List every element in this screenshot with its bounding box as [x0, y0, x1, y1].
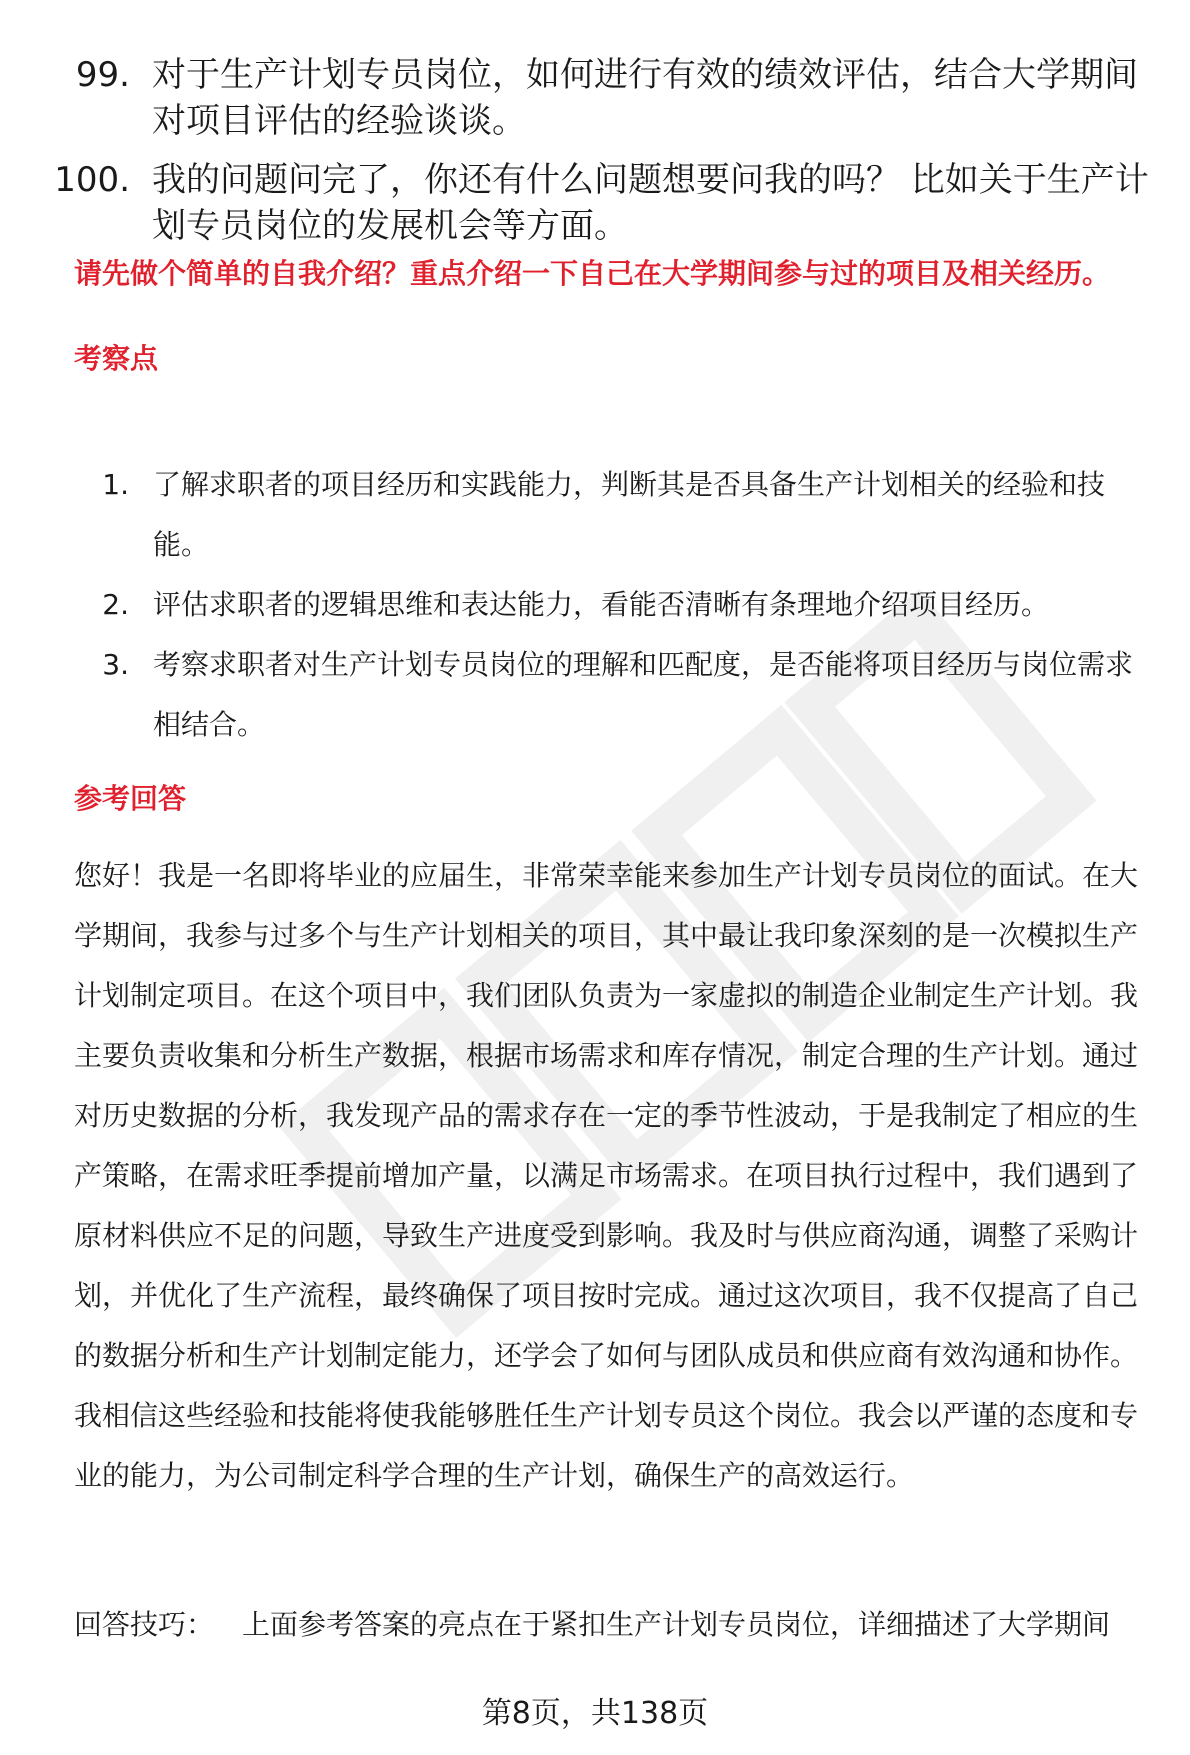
- question-title: 请先做个简单的自我介绍？重点介绍一下自己在大学期间参与过的项目及相关经历。: [74, 257, 1111, 290]
- point-text: 考察求职者对生产计划专员岗位的理解和匹配度，是否能将项目经历与岗位需求相结合。: [153, 648, 1134, 741]
- question-item: [40, 52, 1160, 144]
- answer-text: 您好！我是一名即将毕业的应届生，非常荣幸能来参加生产计划专员岗位的面试。在大学期间，我参与过多个与生产计划相关的项目，其中最让我印象深刻的是一次模拟生产计划制定项目。在这个项目中，我们团队负责为一家虚拟的制造企业制定生产计划。我主要负责收集和分析生产数据，根据市场需求和库存情况，制定合理的生产计划。通过对历史数据的分析，我发现产品的需求存在一定的季节性波动，于是我制定了相应的生产策略，在需求旺季提前增加产量，以满足市场需求。在项目执行过程中，我们遇到了原材料供应不足的问题，导致生产进度受到影响。我及时与供应商沟通，调整了采购计划，并优化了生产流程，最终确保了项目按时完成。通过这次项目，我不仅提高了自己的数据分析和生产计划制定能力，还学会了如何与团队成员和供应商有效沟通和协作。我相信这些经验和技能将使我能够胜任生产计划专员这个岗位。我会以严谨的态度和专业的能力，为公司制定科学合理的生产计划，确保生产的高效运行。: [74, 859, 1139, 1492]
- question-number: 99.: [75, 55, 130, 95]
- points-list: [74, 455, 1154, 755]
- point-text: 评估求职者的逻辑思维和表达能力，看能否清晰有条理地介绍项目经历。: [153, 588, 1050, 621]
- question-list: [40, 52, 1160, 262]
- page-footer: 第8页，共138页: [481, 1696, 709, 1731]
- point-item: [74, 635, 1154, 755]
- answer-tip: [74, 1595, 1154, 1655]
- question-text: 对于生产计划专员岗位，如何进行有效的绩效评估，结合大学期间对项目评估的经验谈谈。: [152, 55, 1138, 141]
- question-item: [40, 157, 1160, 249]
- point-number: 3.: [102, 648, 129, 681]
- point-number: 2.: [102, 588, 129, 621]
- point-number: 1.: [102, 468, 129, 501]
- point-item: [74, 455, 1154, 575]
- question-number: 100.: [54, 160, 130, 200]
- points-heading: 考察点: [74, 342, 159, 375]
- answer-heading: 参考回答: [74, 782, 187, 815]
- tip-label: 回答技巧：: [74, 1608, 215, 1641]
- point-item: [74, 575, 1154, 635]
- point-text: 了解求职者的项目经历和实践能力，判断其是否具备生产计划相关的经验和技能。: [153, 468, 1106, 561]
- question-text: 我的问题问完了，你还有什么问题想要问我的吗？ 比如关于生产计划专员岗位的发展机会等方面。: [152, 160, 1149, 246]
- tip-text: 上面参考答案的亮点在于紧扣生产计划专员岗位，详细描述了大学期间: [242, 1608, 1111, 1641]
